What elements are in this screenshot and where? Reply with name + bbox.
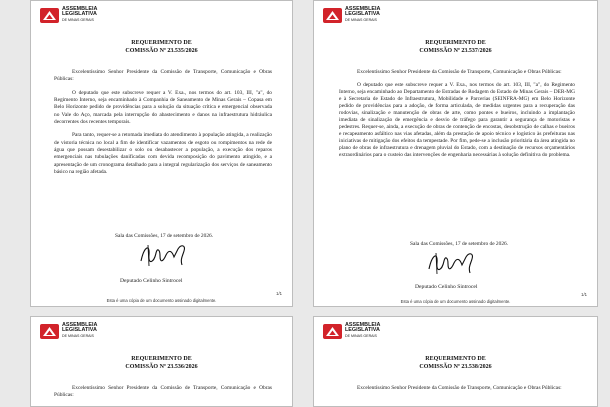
title-line: REQUERIMENTO DE	[425, 40, 486, 46]
signature	[424, 247, 484, 277]
paragraph: Excelentíssimo Senhor Presidente da Comissão de Transporte, Comunicação e Obras Públicas:	[54, 385, 272, 399]
requirement-number: COMISSÃO Nº 23.536/2026	[125, 364, 198, 370]
title-line: REQUERIMENTO DE	[131, 356, 192, 362]
title-line: REQUERIMENTO DE	[131, 40, 192, 46]
logo-line-2: LEGISLATIVA	[62, 11, 97, 18]
logo-line-1: ASSEMBLEIA	[62, 6, 98, 13]
document-title	[31, 39, 292, 55]
logo-line-3: DE MINAS GERAIS	[345, 17, 377, 22]
paragraph: O deputado que este subscreve requer a V. Exa., nos termos do art. 103, III, "a", do Regimento Interno, seja encaminhado à Companhia de Saneamento de Minas Gerais – Copasa em Belo Horizonte pedido de providências para a solução da situação crítica e emergencial observada no Vale do Aço, marcada pela interrupção do abastecimento e danos na infraestrutura hidráulica decorrentes dos recentes temporais.	[54, 89, 272, 125]
author-name: Deputado Celinho Sintrocel	[120, 278, 183, 284]
paragraph: Excelentíssimo Senhor Presidente da Comissão de Transporte, Comunicação e Obras Públicas:	[357, 69, 562, 75]
paragraph: Excelentíssimo Senhor Presidente da Comissão de Transporte, Comunicação e Obras Públicas:	[357, 385, 562, 391]
document-page-1	[30, 0, 293, 307]
requirement-number: COMISSÃO Nº 23.535/2026	[125, 48, 198, 54]
almg-triangle-icon	[40, 324, 59, 339]
logo-line-3: DE MINAS GERAIS	[62, 333, 94, 338]
author-name: Deputado Celinho Sintrocel	[415, 284, 478, 290]
logo-line-2: LEGISLATIVA	[345, 11, 380, 18]
title-line: REQUERIMENTO DE	[425, 356, 486, 362]
logo-line-1: ASSEMBLEIA	[62, 322, 98, 329]
almg-logo	[323, 323, 380, 339]
footer-note: Esta é uma cópia de um documento assinado digitalmente.	[400, 299, 511, 304]
document-body	[54, 385, 272, 406]
paragraph: Para tanto, requer-se a retomada imediata do atendimento à população atingida, a realização de vistoria técnica no local a fim de identificar vazamentos de esgoto ou rompimentos na rede de água que possam desestabilizar o solo ou desabastecer a população, a execução dos reparos emergenciais nas tubulações danificadas com devida recomposição do pavimento atingido, e a apresentação de um cronograma detalhado para a integral regularização dos serviços de saneamento básico na região afetada.	[54, 132, 272, 175]
footer-note: Esta é uma cópia de um documento assinado digitalmente.	[106, 298, 217, 303]
almg-triangle-icon	[40, 8, 59, 23]
almg-logo	[40, 323, 97, 339]
requirement-number: COMISSÃO Nº 23.537/2026	[419, 48, 492, 54]
almg-logo	[40, 7, 97, 23]
page-number: 1/1	[581, 292, 587, 297]
logo-line-1: ASSEMBLEIA	[345, 322, 381, 329]
page-number: 1/1	[276, 291, 282, 296]
document-body	[339, 385, 575, 398]
logo-line-3: DE MINAS GERAIS	[62, 17, 94, 22]
location-date: Sala das Comissões, 17 de setembro de 2026.	[115, 233, 214, 239]
logo-line-2: LEGISLATIVA	[345, 327, 380, 334]
location-date: Sala das Comissões, 17 de setembro de 2026.	[410, 241, 509, 247]
logo-line-2: LEGISLATIVA	[62, 327, 97, 334]
requirement-number: COMISSÃO Nº 23.538/2026	[419, 364, 492, 370]
almg-triangle-icon	[323, 8, 342, 23]
document-title	[31, 355, 292, 371]
logo-line-3: DE MINAS GERAIS	[345, 333, 377, 338]
document-page-4	[313, 316, 598, 407]
logo-line-1: ASSEMBLEIA	[345, 6, 381, 13]
signature	[136, 239, 196, 269]
document-body	[339, 69, 575, 165]
document-body	[54, 69, 272, 182]
document-page-2	[313, 0, 598, 307]
paragraph: Excelentíssimo Senhor Presidente da Comissão de Transporte, Comunicação e Obras Públicas:	[54, 69, 272, 83]
document-page-3	[30, 316, 293, 407]
paragraph: O deputado que este subscreve requer a V. Exa., nos termos do art. 103, III, "a", do Regimento Interno, seja encaminhado ao Departamento de Estradas de Rodagem do Estado de Minas Gerais – DER-MG e à Secretaria de Estado de Infraestrutura, Mobilidade e Parcerias (SEINFRA-MG) em Belo Horizonte pedido de providências para a adoção, de forma articulada, de medidas urgentes para a recuperação das rodovias, sinalização e manutenção de obras de arte, como pontes e bueiros, incluindo a implantação imediata de sinalização de emergência e desvio de tráfego para garantir a segurança de motoristas e pedestres. Requer-se, ainda, a execução de obras de contenção de encostas, desobstrução de calhas e bueiros e recapeamento asfáltico nas vias afetadas, além da prestação de apoio técnico e logístico às prefeituras nas iniciativas de mitigação dos efeitos da tempestade. Por fim, pede-se a inclusão prioritária da área atingida no plano de obras de infraestrutura e drenagem pluvial do Estado, com a destinação de recursos orçamentários extraordinários para o custeio das intervenções de engenharia necessárias à solução definitiva do problema.	[339, 82, 575, 159]
almg-logo	[323, 7, 380, 23]
document-title	[314, 355, 597, 371]
document-title	[314, 39, 597, 55]
almg-triangle-icon	[323, 324, 342, 339]
